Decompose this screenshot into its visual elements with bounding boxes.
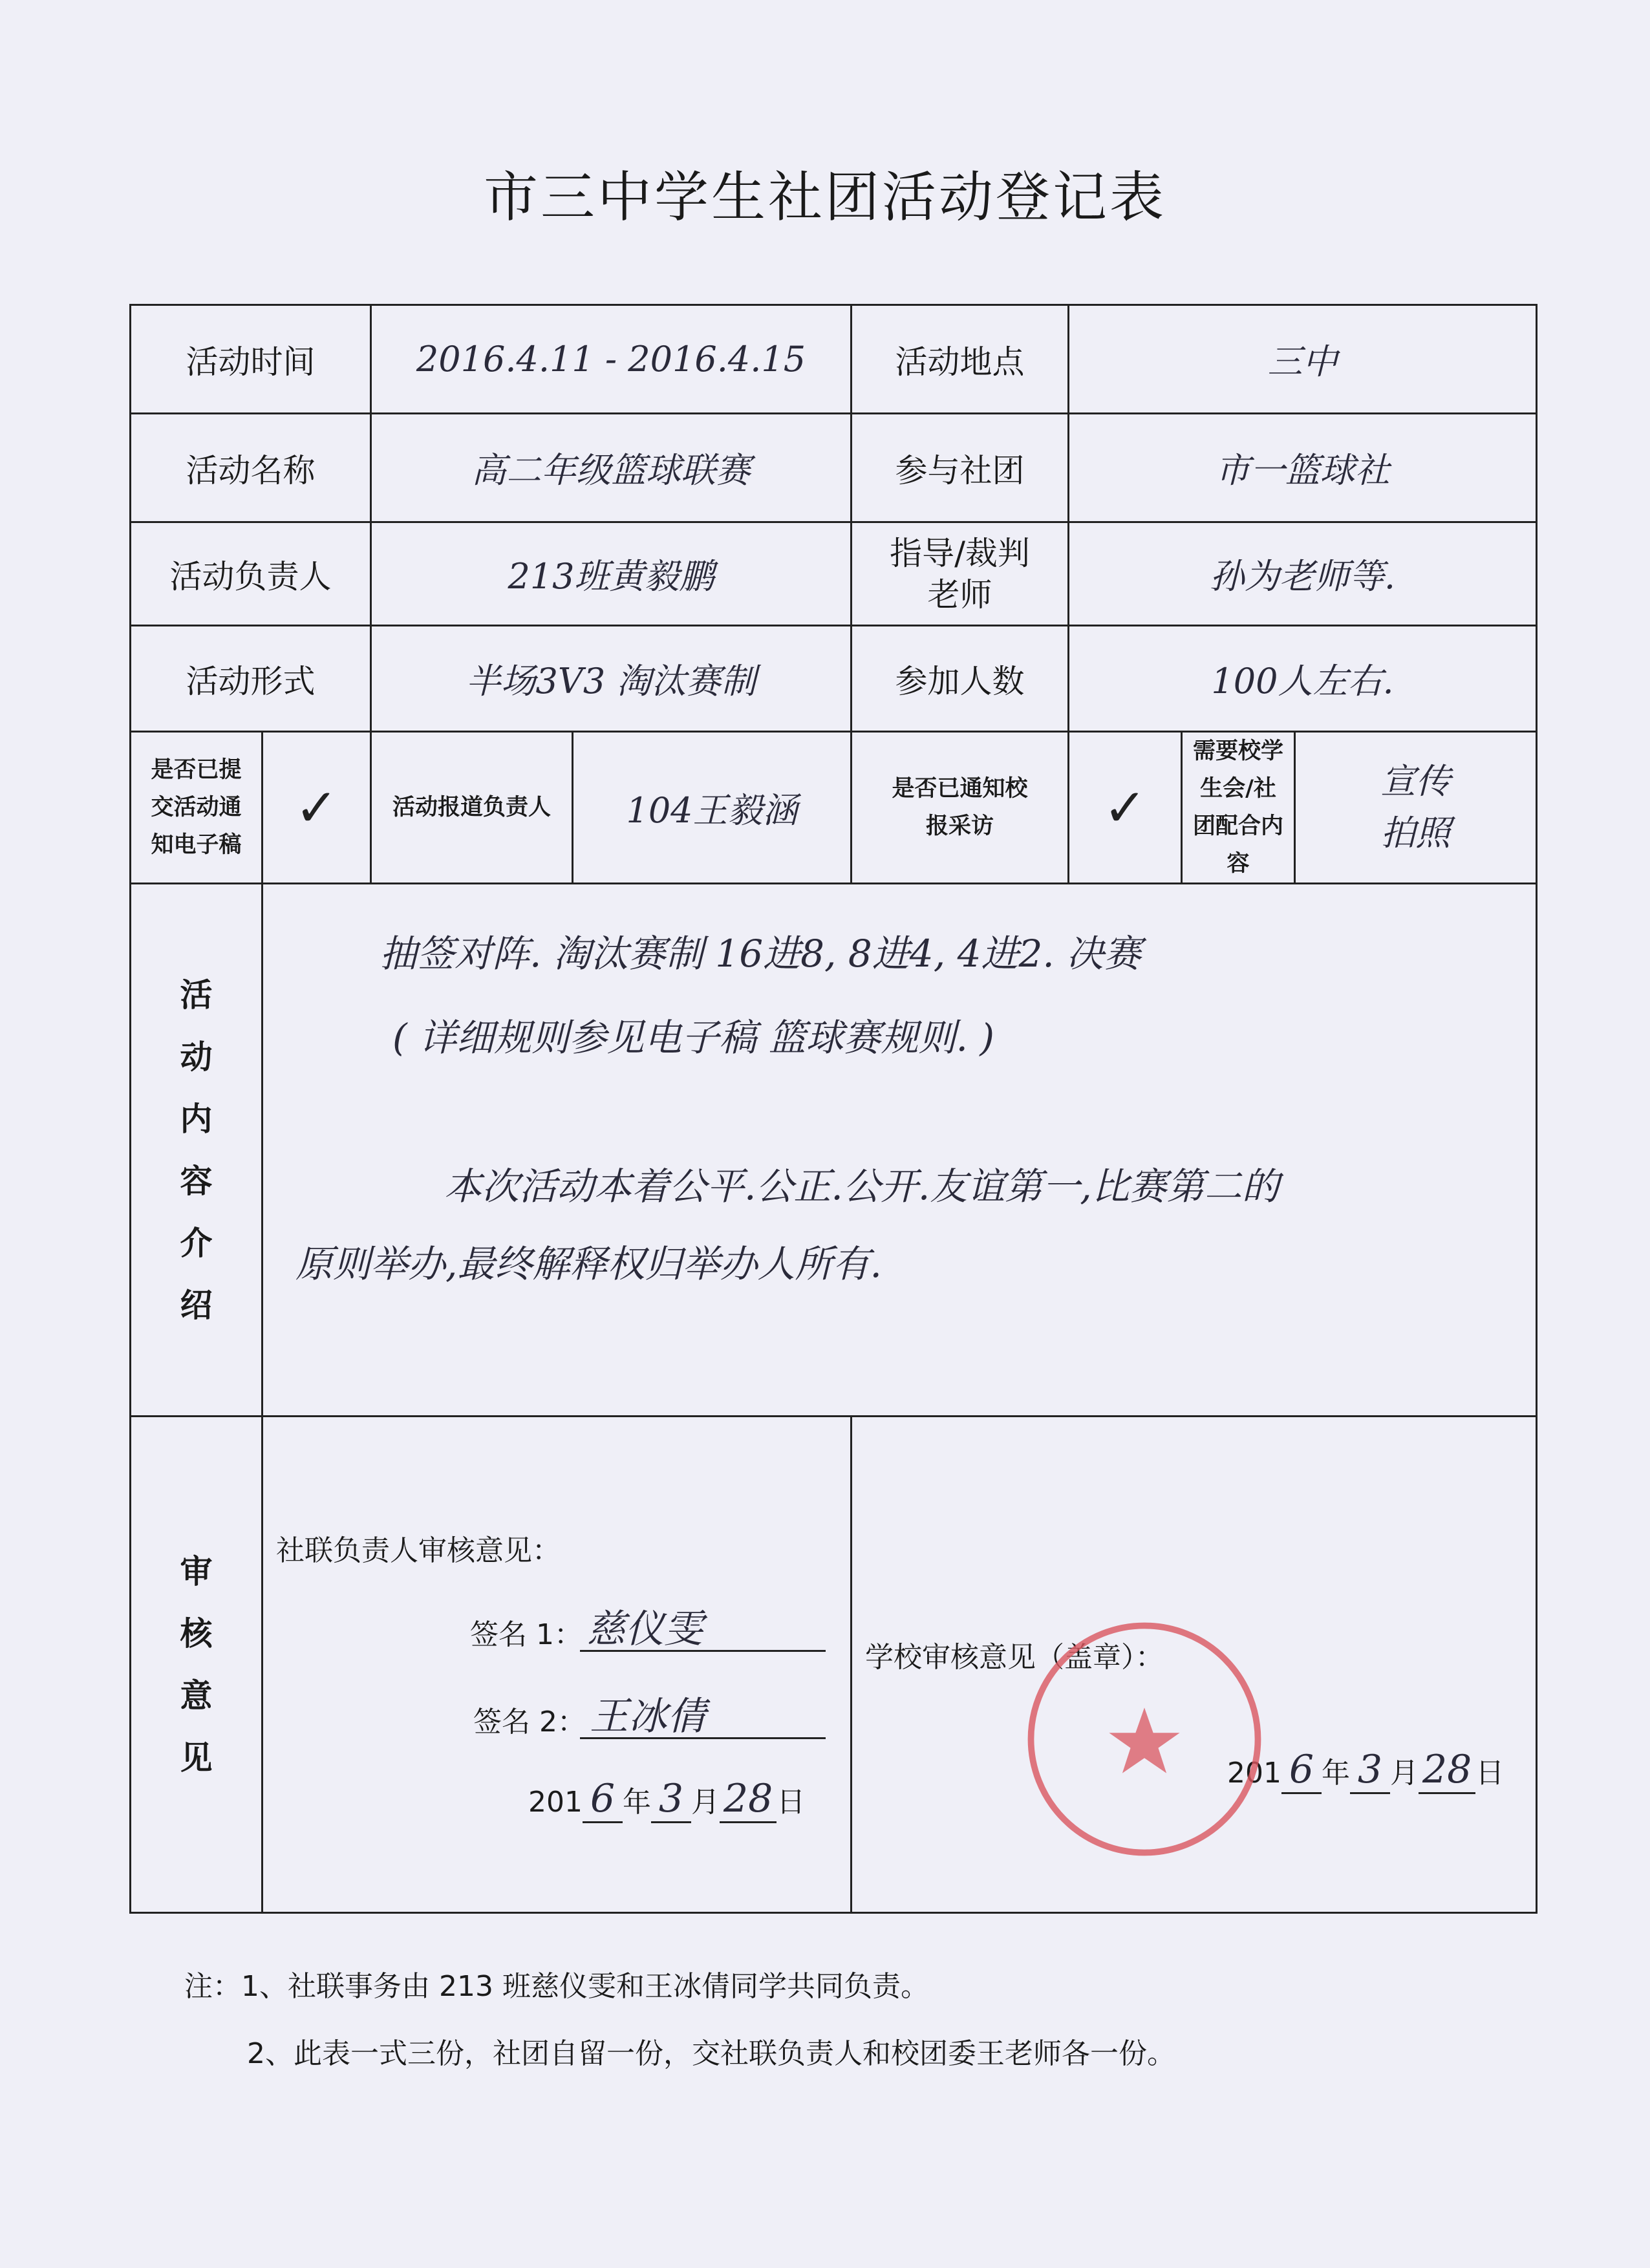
footnote-1: 注：1、社联事务由 213 班慈仪雯和王冰倩同学共同负责。 bbox=[184, 1970, 929, 2003]
notified-check-icon: ✓ bbox=[1069, 732, 1182, 884]
place-label: 活动地点 bbox=[852, 305, 1069, 414]
school-seal-stamp bbox=[1018, 1613, 1270, 1865]
club-value: 市一篮球社 bbox=[1069, 414, 1537, 522]
leader-label: 活动负责人 bbox=[131, 522, 371, 626]
content-line-1: 抽签对阵. 淘汰赛制 16进8, 8进4, 4进2. 决赛 bbox=[380, 932, 1142, 976]
seal-star-icon bbox=[1109, 1707, 1179, 1773]
time-value: 2016.4.11 - 2016.4.15 bbox=[371, 305, 852, 414]
school-date-month: 3 bbox=[1350, 1747, 1390, 1794]
sign1-label: 签名 1： bbox=[470, 1618, 583, 1651]
needs-value bbox=[1295, 732, 1537, 884]
leader-value: 213班黄毅鹏 bbox=[371, 522, 852, 626]
school-date: 201 6 年 3 月 28 日 bbox=[1227, 1747, 1504, 1794]
content-line-3: 本次活动本着公平.公正.公开.友谊第一,比赛第二的 bbox=[444, 1164, 1280, 1208]
needs-label: 需要校学生会/社团配合内容 bbox=[1182, 732, 1295, 884]
teacher-value: 孙为老师等. bbox=[1069, 522, 1537, 626]
league-review-area bbox=[262, 1417, 852, 1913]
content-line-4: 原则举办,最终解释权归举办人所有. bbox=[295, 1242, 882, 1286]
needs-value-line-1: 宣传 bbox=[1380, 761, 1451, 802]
sign2-label: 签名 2： bbox=[473, 1706, 586, 1738]
name-label: 活动名称 bbox=[131, 414, 371, 522]
league-date-year: 6 bbox=[583, 1776, 623, 1823]
content-line-2: ( 详细规则参见电子稿 篮球赛规则. ) bbox=[392, 1016, 995, 1060]
school-date-day: 28 bbox=[1419, 1747, 1475, 1794]
registration-form-table bbox=[129, 304, 1538, 1914]
league-date-month: 3 bbox=[651, 1776, 691, 1823]
club-label: 参与社团 bbox=[852, 414, 1069, 522]
content-area bbox=[262, 884, 1537, 1417]
count-value: 100人左右. bbox=[1069, 626, 1537, 732]
count-label: 参加人数 bbox=[852, 626, 1069, 732]
notified-label: 是否已通知校报采访 bbox=[852, 732, 1069, 884]
review-label: 审核意见 bbox=[131, 1417, 262, 1913]
sign2-line bbox=[580, 1737, 826, 1739]
league-date-day: 28 bbox=[720, 1776, 777, 1823]
submitted-label: 是否已提交活动通知电子稿 bbox=[131, 732, 262, 884]
school-opinion-label: 学校审核意见（盖章）： bbox=[865, 1641, 1164, 1674]
form-value: 半场3V3 淘汰赛制 bbox=[371, 626, 852, 732]
place-value: 三中 bbox=[1069, 305, 1537, 414]
league-opinion-label: 社联负责人审核意见： bbox=[276, 1534, 561, 1567]
report-value: 104王毅涵 bbox=[573, 732, 852, 884]
teacher-label: 指导/裁判老师 bbox=[852, 522, 1069, 626]
report-label: 活动报道负责人 bbox=[371, 732, 573, 884]
submitted-check-icon: ✓ bbox=[262, 732, 371, 884]
league-date: 201 6 年 3 月 28 日 bbox=[528, 1776, 805, 1823]
needs-value-line-2: 拍照 bbox=[1380, 813, 1451, 853]
form-label: 活动形式 bbox=[131, 626, 371, 732]
time-label: 活动时间 bbox=[131, 305, 371, 414]
page-title: 市三中学生社团活动登记表 bbox=[483, 166, 1166, 229]
footnote-2: 2、此表一式三份，社团自留一份，交社联负责人和校团委王老师各一份。 bbox=[247, 2037, 1175, 2070]
sign1-line bbox=[580, 1650, 826, 1652]
content-label: 活动内容介绍 bbox=[131, 884, 262, 1417]
name-value: 高二年级篮球联赛 bbox=[371, 414, 852, 522]
sign1-signature: 慈仪雯 bbox=[586, 1607, 703, 1652]
sign2-signature: 王冰倩 bbox=[590, 1694, 706, 1739]
school-date-year: 6 bbox=[1281, 1747, 1322, 1794]
